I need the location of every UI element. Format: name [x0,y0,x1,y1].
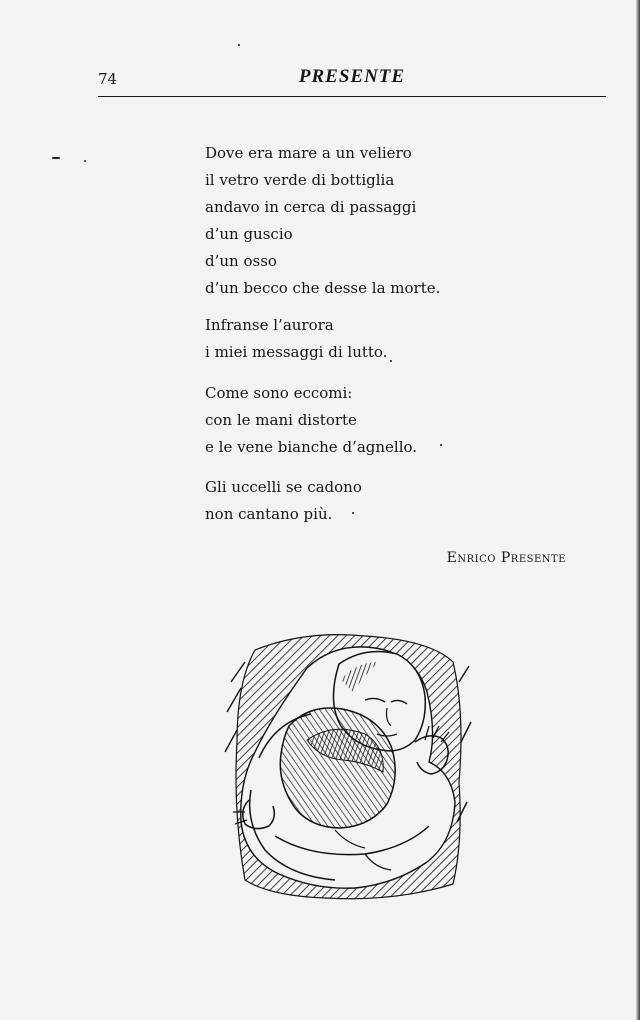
embrace-illustration [215,622,475,912]
stanza-4 [205,474,362,528]
scan-speck [352,512,354,514]
poem-line: e le vene bianche d’agnello. [205,438,418,456]
poem-line: il vetro verde di bottiglia [205,171,395,189]
poem-line: Come sono eccomi: [205,384,353,402]
page-header [98,66,606,96]
scan-speck [238,44,240,46]
poem-line: Infranse l’aurora [205,316,334,334]
poem-line: Dove era mare a un veliero [205,144,412,162]
poem-line: d’un guscio [205,225,293,243]
poem-line: i miei messaggi di lutto. [205,343,388,361]
stanza-2 [205,312,387,366]
poem-line: con le mani distorte [205,411,357,429]
stanza-3 [205,380,417,461]
poem-line: d’un osso [205,252,277,270]
poem-author: Enrico Presente [446,550,566,566]
stanza-1 [205,140,440,302]
poem-line: Gli uccelli se cadono [205,478,362,496]
running-title: PRESENTE [298,66,406,87]
poem-line: andavo in cerca di passaggi [205,198,417,216]
scan-speck [52,157,60,159]
scan-speck [390,360,392,362]
scan-speck [440,444,442,446]
page-edge-shadow [636,0,640,1020]
scan-speck [84,160,86,162]
poem-line: non cantano più. [205,505,333,523]
poem-line: d’un becco che desse la morte. [205,279,441,297]
header-rule [98,96,606,97]
page-number: 74 [98,70,118,88]
